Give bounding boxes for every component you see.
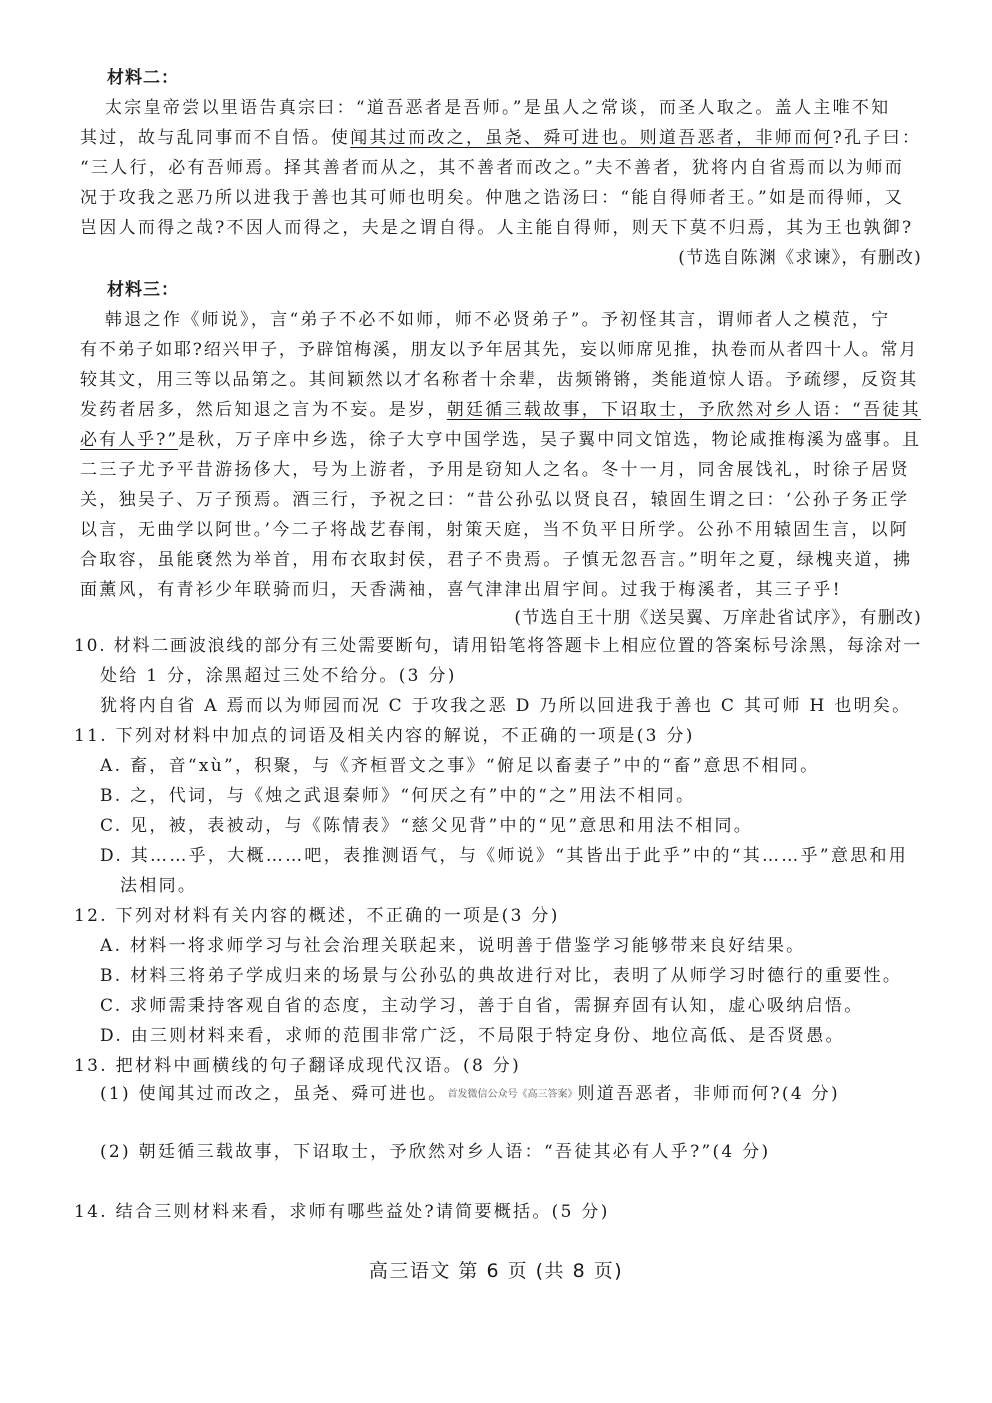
text: (1) 使闻其过而改之，虽尧、舜可进也。 xyxy=(100,1084,448,1104)
material3-line: 较其文，用三等以品第之。其间颖然以才名称者十余辈，齿频锵锵，类能道惊人语。予疏缪，反资其 xyxy=(80,370,919,390)
material3-line: 有不弟子如耶?绍兴甲子，予辟馆梅溪，朋友以予年居其先，妄以师席见推，执卷而从者四十人。常月 xyxy=(80,340,919,360)
question-14-stem: 14. 结合三则材料来看，求师有哪些益处?请简要概括。(5 分) xyxy=(74,1202,610,1222)
underlined-sentence: 朝廷循三载故事，下诏取士，予欣然对乡人语：“吾徒其 xyxy=(446,400,921,420)
text: 发药者居多，然后知退之言为不妄。是岁， xyxy=(80,400,447,420)
material2-line: 况于攻我之恶乃所以进我于善也其可师也明矣。仲虺之诰汤曰：“能自得师者王。”如是而得师，又 xyxy=(80,188,905,208)
question-13-stem: 13. 把材料中画横线的句子翻译成现代汉语。(8 分) xyxy=(74,1056,522,1076)
material2-heading: 材料二： xyxy=(107,68,179,88)
question-10-stem-cont: 处给 1 分，涂黑超过三处不给分。(3 分) xyxy=(100,666,457,686)
material2-source: (节选自陈渊《求谏》，有删改) xyxy=(678,248,922,268)
page-footer: 高三语文 第 6 页 (共 8 页) xyxy=(368,1260,624,1282)
question-12-stem: 12. 下列对材料有关内容的概述，不正确的一项是(3 分) xyxy=(74,906,560,926)
underlined-sentence: 必有人乎?” xyxy=(80,430,179,450)
material2-line: 岂因人而得之哉?不因人而得之，夫是之谓自得。人主能自得师，则天下莫不归焉，其为王也孰御? xyxy=(80,218,914,238)
material3-line-underlined xyxy=(80,426,922,455)
question-12-option-d: D. 由三则材料来看，求师的范围非常广泛，不局限于特定身份、地位高低、是否贤愚。 xyxy=(100,1026,845,1046)
material2-line-underlined xyxy=(80,124,922,153)
question-13-sub2: (2) 朝廷循三载故事，下诏取士，予欣然对乡人语：“吾徒其必有人乎?”(4 分) xyxy=(100,1142,771,1162)
question-11-option-c: C. 见，被，表被动，与《陈情表》“慈父见背”中的“见”意思和用法不相同。 xyxy=(100,816,754,836)
text: ?孔子曰： xyxy=(832,128,922,148)
material3-line: 韩退之作《师说》，言“弟子不必不如师，师不必贤弟子”。予初怪其言，谓师者人之模范，宁 xyxy=(105,310,891,330)
question-10-stem: 10. 材料二画波浪线的部分有三处需要断句，请用铅笔将答题卡上相应位置的答案标号涂黑，每涂对一 xyxy=(74,636,922,656)
material3-line: 以言，无曲学以阿世。’今二子将战艺春闱，射策天庭，当不负平日所学。公孙不用辕固生言，以阿 xyxy=(80,520,910,540)
watermark: 首发微信公众号《高三答案》 xyxy=(447,1089,578,1100)
text: 其过，故与乱同事而不自悟。使 xyxy=(80,128,351,148)
question-12-option-a: A. 材料一将求师学习与社会治理关联起来，说明善于借鉴学习能够带来良好结果。 xyxy=(100,936,806,956)
material3-heading: 材料三： xyxy=(107,280,179,300)
material3-line: 合取容，虽能褎然为举首，用布衣取封侯，君子不贵焉。子慎无忽吾言。”明年之夏，绿槐夹道，拂 xyxy=(80,550,913,570)
question-11-option-a: A. 畜，音“xù”，积聚，与《齐桓晋文之事》“俯足以畜妻子”中的“畜”意思不相同。 xyxy=(100,756,820,776)
material3-source: (节选自王十朋《送吴翼、万庠赴省试序》，有删改) xyxy=(514,608,922,628)
question-12-option-c: C. 求师需秉持客观自省的态度，主动学习，善于自省，需摒弃固有认知，虚心吸纳启悟。 xyxy=(100,996,864,1016)
text: 是秋，万子庠中乡选，徐子大亨中国学选，吴子翼中同文馆选，物论咸推梅溪为盛事。且 xyxy=(178,430,922,450)
text: 则道吾恶者，非师而何?(4 分) xyxy=(577,1084,840,1104)
material3-line: 面薰风，有青衫少年联骑而归，天香满袖，喜气津津出眉宇间。过我于梅溪者，其三子乎! xyxy=(80,580,842,600)
question-11-option-b: B. 之，代词，与《烛之武退秦师》“何厌之有”中的“之”用法不相同。 xyxy=(100,786,696,806)
question-11-option-d: D. 其……乎，大概……吧，表推测语气，与《师说》“其皆出于此乎”中的“其……乎”意思和用 xyxy=(100,846,909,866)
question-12-option-b: B. 材料三将弟子学成归来的场景与公孙弘的典故进行对比，表明了从师学习时德行的重要性。 xyxy=(100,966,903,986)
material2-line: 太宗皇帝尝以里语告真宗曰：“道吾恶者是吾师。”是虽人之常谈，而圣人取之。盖人主唯不知 xyxy=(105,98,891,118)
material3-line: 关，独吴子、万子预焉。酒三行，予祝之曰：“昔公孙弘以贤良召，辕固生谓之曰：‘公孙子务正学 xyxy=(80,490,910,510)
material3-line: 二三子尤予平昔游扬侈大，号为上游者，予用是窃知人之名。冬十一月，同舍展饯礼，时徐子居贤 xyxy=(80,460,910,480)
question-10-sentence: 犹将内自省 A 焉而以为师园而况 C 于攻我之恶 D 乃所以回进我于善也 C 其可师 H 也明矣。 xyxy=(100,696,912,716)
material3-line-underlined xyxy=(80,396,922,425)
material2-line: “三人行，必有吾师焉。择其善者而从之，其不善者而改之。”夫不善者，犹将内自省焉而以为师而 xyxy=(80,158,905,178)
underlined-sentence: 闻其过而改之，虽尧、舜可进也。则道吾恶者，非师而何 xyxy=(350,128,833,148)
question-11-option-d-cont: 法相同。 xyxy=(120,876,198,896)
question-13-sub1 xyxy=(100,1080,922,1109)
question-11-stem: 11. 下列对材料中加点的词语及相关内容的解说，不正确的一项是(3 分) xyxy=(74,726,695,746)
